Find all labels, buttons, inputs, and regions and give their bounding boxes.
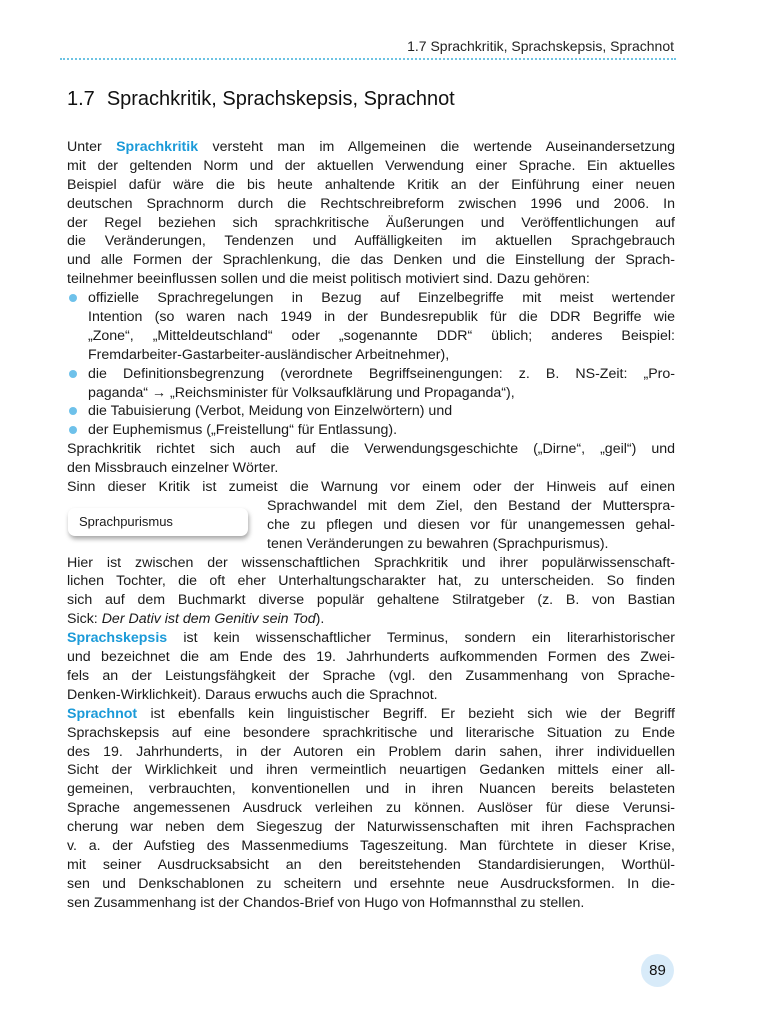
text-line [67, 327, 675, 346]
text-run: der Regel beziehen sich sprachkritische Äußerungen und Veröffentlichungen auf [67, 214, 675, 231]
text-line [67, 761, 675, 780]
text-line [67, 421, 675, 440]
text-run: Sinn dieser Kritik ist zumeist die Warnung vor einem oder der Hinweis auf einen [67, 479, 675, 496]
text-run: Intention (so waren nach 1949 in der Bundesrepublik für die DDR Begriffe wie [88, 309, 675, 326]
text-line [67, 686, 675, 705]
keyword-term: Sprachnot [67, 705, 138, 722]
text-run: sen und Denkschablonen zu scheitern und ersehnte neue Ausdrucksformen. In die- [67, 875, 675, 892]
section-title-text: Sprachkritik, Sprachskepsis, Sprachnot [106, 88, 455, 110]
text-line [67, 799, 675, 818]
text-line [67, 743, 675, 762]
text-run: und bezeichnet die am Ende des 19. Jahrhunderts aufkommenden Formen des Zwei- [67, 649, 675, 666]
text-run: Sprachskepsis auf eine besondere sprachkritische und literarische Situation zu Ende [67, 724, 675, 741]
bullet-item-definitionsbegrenzung [67, 365, 675, 403]
text-line [67, 535, 675, 554]
text-line [67, 856, 675, 875]
keyword-term: Sprachkritik [116, 139, 199, 155]
text-run: die Veränderungen, Tendenzen und Auffälligkeiten im aktuellen Sprachgebrauch [67, 233, 675, 250]
text-run: „Zone“, „Mitteldeutschland“ oder „sogenannte DDR“ üblich; anderes Beispiel: [88, 327, 675, 344]
paragraph-populaer [67, 554, 675, 630]
text-run: ist ebenfalls kein linguistischer Begriff. Er bezieht sich wie der Begriff [137, 705, 675, 722]
text-run: Unter [67, 139, 117, 155]
text-run: Sicht der Wirklichkeit und ihren vermeintlich neuartigen Gedanken mittels einer all- [67, 762, 675, 779]
header-dotted-rule [60, 58, 676, 60]
text-run: fels an der Leistungsfähgkeit der Sprache (vgl. den Zusammenhang von Sprache- [67, 667, 675, 684]
text-line [67, 308, 675, 327]
text-run: und alle Formen der Sprachlenkung, die das Denken und die Einstellung der Sprach- [67, 252, 675, 269]
text-run: mit seiner Ausdrucksabsicht an den bereitstehenden Standardisierungen, Worthül- [67, 856, 675, 873]
text-line [67, 251, 675, 270]
text-line [67, 384, 675, 403]
text-line [67, 629, 675, 648]
text-run: cherung war neben dem Siegeszug der Naturwissenschaften mit ihren Fachsprachen [67, 819, 675, 836]
text-run: v. a. der Aufstieg des Massenmediums Tageszeitung. Man fürchtete in dieser Krise, [67, 837, 675, 854]
text-run: der Euphemismus („Freistellung“ für Entlassung). [88, 422, 398, 439]
text-run: teilnehmer beeinflussen sollen und die meist politisch motiviert sind. Dazu gehören: [67, 271, 590, 288]
paragraph-sprachskepsis [67, 629, 675, 705]
text-line [67, 724, 675, 743]
text-run: Beispiel dafür wäre die bis heute anhaltende Kritik an der Einführung einer neuen [67, 176, 675, 193]
text-run: sich auf dem Buchmarkt diverse populär gehaltene Stilratgeber (z. B. von Bastian [67, 592, 675, 609]
text-line [67, 440, 675, 459]
text-run: ). [315, 611, 325, 628]
paragraph-sprachnot [67, 705, 675, 913]
paragraph-intro [67, 138, 675, 289]
text-run: deutschen Sprachnorm durch die Rechtschreibreform zwischen 1996 und 2006. In [67, 195, 675, 212]
text-line [67, 214, 675, 233]
paragraph-verwendungsgeschichte [67, 440, 675, 478]
text-line [67, 270, 675, 289]
text-line [67, 591, 675, 610]
text-line [67, 289, 675, 308]
text-line [67, 667, 675, 686]
bullet-item-euphemismus [67, 421, 675, 440]
text-run: paganda“ → „Reichsminister für Volksaufklärung und Propaganda“), [88, 384, 515, 401]
bullet-item-tabuisierung [67, 402, 675, 421]
text-run: che zu pflegen und diesen vor für unangemessen gehal- [267, 516, 675, 533]
text-run: sen Zusammenhang ist der Chandos-Brief von Hugo von Hofmannsthal zu stellen. [67, 894, 585, 911]
text-line [67, 780, 675, 799]
text-run: die Definitionsbegrenzung (verordnete Begriffseinengungen: z. B. NS-Zeit: „Pro- [88, 365, 675, 382]
text-run: Sprachkritik richtet sich auch auf die Verwendungsgeschichte („Dirne“, „geil“) und [67, 441, 675, 458]
text-run: tenen Veränderungen zu bewahren (Sprachpurismus). [267, 535, 609, 552]
text-run: Sprachwandel mit dem Ziel, den Bestand der Mutterspra- [267, 497, 675, 514]
text-run: ist kein wissenschaftlicher Terminus, sondern ein literarhistorischer [167, 630, 675, 647]
text-line [67, 478, 675, 497]
text-line [67, 459, 675, 478]
text-run: Fremdarbeiter-Gastarbeiter-ausländischer Arbeitnehmer), [88, 346, 450, 363]
text-line [67, 232, 675, 251]
text-line [67, 610, 675, 629]
text-line [67, 572, 675, 591]
text-line [67, 818, 675, 837]
text-line [67, 875, 675, 894]
text-run: Hier ist zwischen der wissenschaftlichen Sprachkritik und ihrer populärwissenschaft- [67, 554, 675, 571]
text-line [67, 837, 675, 856]
text-run: die Tabuisierung (Verbot, Meidung von Einzelwörtern) und [88, 403, 453, 420]
bullet-item-sprachregelungen [67, 289, 675, 365]
text-line [67, 157, 675, 176]
page-number: 89 [641, 954, 674, 987]
running-head: 1.7 Sprachkritik, Sprachskepsis, Sprachnot [407, 38, 674, 54]
text-line [67, 894, 675, 913]
text-line [67, 195, 675, 214]
text-line [67, 346, 675, 365]
section-title [67, 88, 455, 111]
text-run: lichen Tochter, die oft eher Unterhaltungscharakter hat, zu unterscheiden. So finden [67, 573, 675, 590]
book-title: Der Dativ ist dem Genitiv sein Tod [101, 611, 316, 628]
keyword-term: Sprachskepsis [67, 630, 168, 647]
text-line [67, 554, 675, 573]
text-line [67, 705, 675, 724]
text-run: versteht man im Allgemeinen die wertende Auseinandersetzung [198, 139, 675, 155]
text-run: Denken-Wirklichkeit). Daraus erwuchs auch die Sprachnot. [67, 686, 438, 703]
text-line [67, 648, 675, 667]
text-line [67, 365, 675, 384]
text-run: mit der geltenden Norm und der aktuellen Verwendung einer Sprache. Ein aktuelles [67, 157, 675, 174]
text-line [67, 176, 675, 195]
text-line [67, 138, 675, 157]
text-run: offizielle Sprachregelungen in Bezug auf Einzelbegriffe mit meist wertender [88, 290, 675, 307]
text-run: gemeinen, verbrauchten, konventionellen und in ihren Nuancen bereits belasteten [67, 781, 675, 798]
text-line [67, 402, 675, 421]
text-run: den Missbrauch einzelner Wörter. [67, 460, 279, 477]
text-run: Sprache angemessenen Ausdruck verleihen zu können. Auslöser für diese Verunsi- [67, 800, 675, 817]
text-run: Sick: [67, 611, 102, 628]
section-number: 1.7 [67, 88, 95, 110]
text-run: des 19. Jahrhunderts, in der Autoren ein Problem darin sahen, ihrer individuellen [67, 743, 675, 760]
margin-note-sprachpurismus: Sprachpurismus [68, 508, 248, 536]
